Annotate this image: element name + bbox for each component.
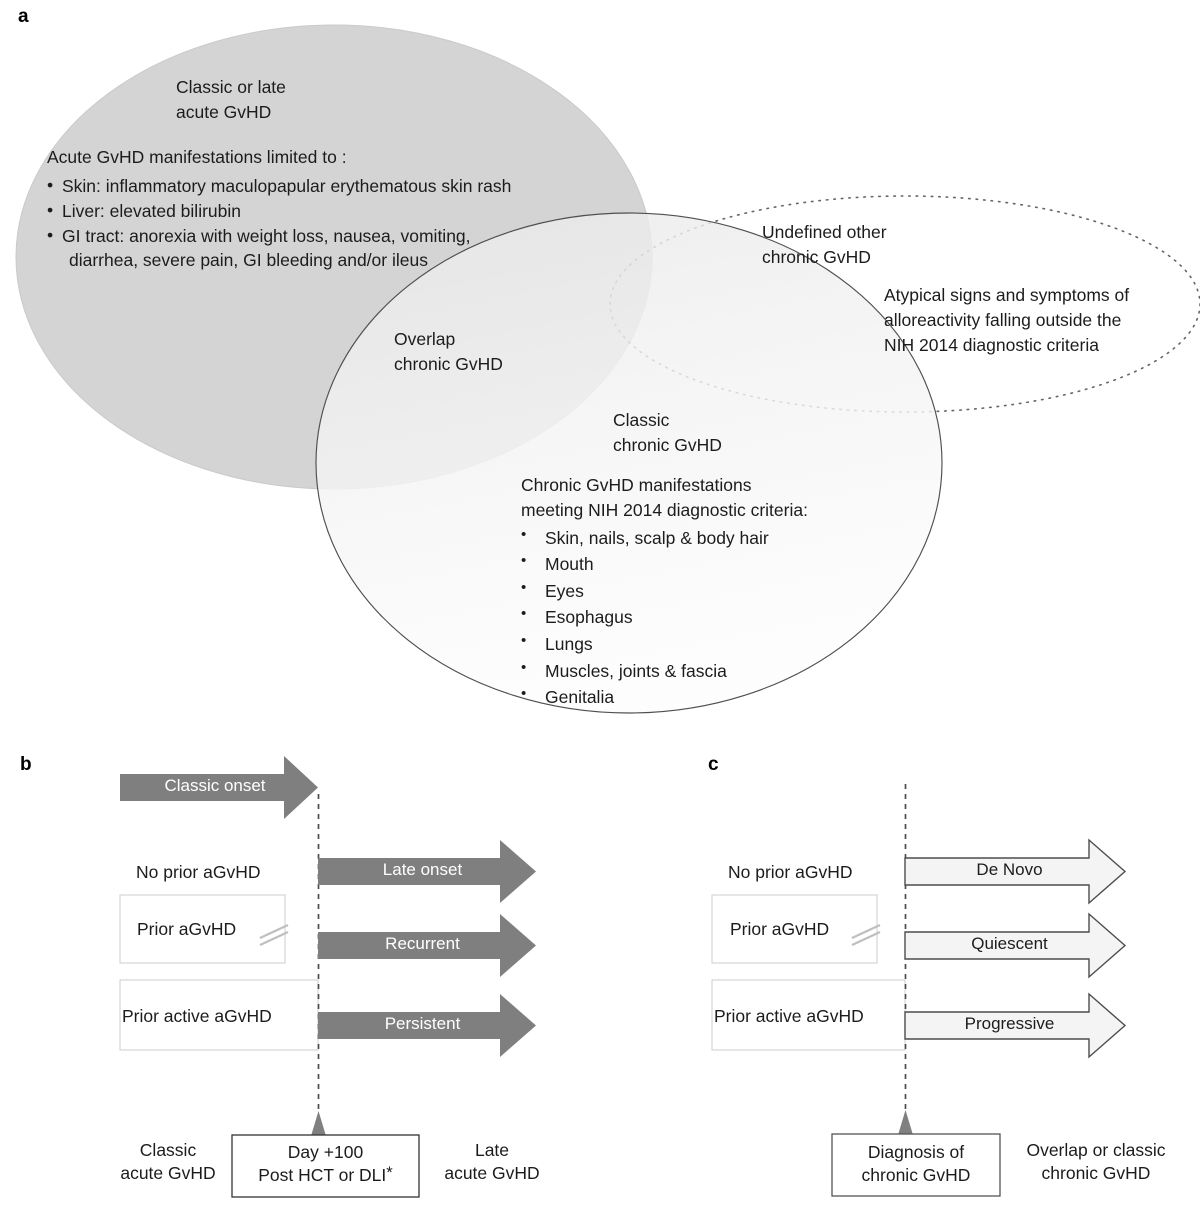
chronic-body-heading-line-2: meeting NIH 2014 diagnostic criteria: — [521, 499, 808, 520]
panel-b-footer-left-label — [108, 1139, 228, 1185]
chronic-list-item-text: Lungs — [545, 634, 593, 655]
acute-list-item — [47, 224, 511, 274]
panel-b-day100-line-2 — [232, 1164, 419, 1187]
undefined-body-line-3: NIH 2014 diagnostic criteria — [884, 334, 1099, 355]
chronic-body-heading-line-1: Chronic GvHD manifestations — [521, 475, 752, 495]
panel-b-late-onset-label: Late onset — [382, 860, 463, 879]
acute-manifestation-list — [47, 174, 511, 273]
chronic-list-item — [521, 578, 808, 605]
panel-b-footer-left-line-2: acute GvHD — [120, 1163, 216, 1184]
panel-b-persistent-label: Persistent — [384, 1014, 461, 1033]
panel-b-row-label-prior-agvhd: Prior aGvHD — [137, 919, 237, 939]
undefined-body-line-1: Atypical signs and symptoms of — [884, 285, 1130, 305]
panel-b-letter: b — [20, 754, 32, 775]
panel-b-classic-onset-label: Classic onset — [164, 776, 266, 795]
panel-c-quiescent-label: Quiescent — [971, 934, 1048, 953]
acute-list-item-continuation: diarrhea, severe pain, GI bleeding and/or ileus — [69, 250, 428, 271]
undefined-ellipse-body — [884, 283, 1129, 358]
panel-b-timeline-marker-triangle — [311, 1111, 326, 1136]
panel-c-diagnosis-line-2: chronic GvHD — [861, 1164, 971, 1185]
panel-c-footer-right-line-2: chronic GvHD — [1041, 1163, 1151, 1184]
chronic-list-item-text: Genitalia — [545, 687, 615, 708]
chronic-ellipse-title — [613, 408, 722, 458]
overlap-chronic-gvhd-label — [394, 327, 503, 377]
chronic-list-item — [521, 631, 808, 658]
chronic-list-item-text: Esophagus — [545, 607, 633, 628]
undefined-title-line-1: Undefined other — [762, 222, 887, 242]
chronic-title-line-1: Classic — [613, 410, 670, 430]
chronic-list-item-text: Skin, nails, scalp & body hair — [545, 527, 769, 548]
panel-c-progressive-label: Progressive — [964, 1014, 1055, 1033]
panel-c-footer-right-line-1: Overlap or classic — [1026, 1140, 1166, 1160]
panel-b-day100-line-2-text: Post HCT or DLI — [258, 1164, 387, 1185]
panel-b-row-label-no-prior-agvhd: No prior aGvHD — [136, 862, 261, 882]
chronic-list-item — [521, 658, 808, 685]
acute-ellipse-body — [47, 145, 511, 273]
panel-b-day100-box-text — [232, 1141, 419, 1187]
acute-list-item — [47, 199, 511, 224]
panel-c-timeline-marker-triangle — [898, 1110, 913, 1135]
chronic-manifestation-list — [521, 525, 808, 711]
panel-b-acute-gvhd-timeline — [0, 735, 620, 1229]
acute-list-item-text: Liver: elevated bilirubin — [62, 200, 241, 221]
undefined-title-line-2: chronic GvHD — [762, 246, 871, 267]
undefined-body-line-2: alloreactivity falling outside the — [884, 309, 1122, 330]
panel-b-recurrent-label: Recurrent — [385, 934, 460, 953]
panel-c-row-label-prior-active-agvhd: Prior active aGvHD — [714, 1006, 864, 1026]
chronic-title-line-2: chronic GvHD — [613, 434, 722, 455]
panel-c-diagnosis-line-1: Diagnosis of — [867, 1142, 965, 1162]
panel-c-de-novo-label: De Novo — [976, 860, 1043, 879]
panel-b-footnote-star: * — [386, 1163, 393, 1183]
panel-c-footer-right-label — [1005, 1139, 1187, 1185]
chronic-list-item — [521, 684, 808, 711]
acute-title-line-2: acute GvHD — [176, 101, 272, 122]
panel-b-footer-left-line-1: Classic — [139, 1140, 197, 1160]
panel-c-chronic-gvhd-timeline — [600, 735, 1200, 1229]
acute-ellipse-title — [176, 75, 286, 125]
chronic-list-item-text: Eyes — [545, 580, 584, 601]
overlap-title-line-2: chronic GvHD — [394, 353, 503, 374]
undefined-ellipse-title — [762, 220, 887, 270]
chronic-list-item — [521, 525, 808, 552]
panel-b-row-label-prior-active-agvhd: Prior active aGvHD — [122, 1006, 272, 1026]
panel-c-row-label-prior-agvhd: Prior aGvHD — [730, 919, 830, 939]
panel-c-letter: c — [708, 754, 719, 775]
panel-b-footer-right-line-1: Late — [474, 1140, 510, 1160]
panel-b-day100-line-1: Day +100 — [287, 1142, 364, 1162]
panel-a-letter: a — [18, 6, 29, 27]
acute-list-item-text: GI tract: anorexia with weight loss, nausea, vomiting, — [62, 225, 471, 246]
panel-c-diagnosis-box-text — [832, 1141, 1000, 1187]
chronic-list-item — [521, 551, 808, 578]
acute-list-item — [47, 174, 511, 199]
acute-body-heading: Acute GvHD manifestations limited to : — [47, 147, 347, 167]
panel-b-footer-right-line-2: acute GvHD — [444, 1163, 540, 1184]
chronic-ellipse-body — [521, 473, 808, 711]
acute-list-item-text: Skin: inflammatory maculopapular erythematous skin rash — [62, 175, 512, 196]
acute-title-line-1: Classic or late — [176, 77, 286, 97]
chronic-list-item-text: Muscles, joints & fascia — [545, 660, 727, 681]
chronic-list-item-text: Mouth — [545, 554, 594, 575]
overlap-title-line-1: Overlap — [394, 329, 456, 349]
panel-b-footer-right-label — [424, 1139, 560, 1185]
chronic-list-item — [521, 604, 808, 631]
panel-c-row-label-no-prior-agvhd: No prior aGvHD — [728, 862, 853, 882]
